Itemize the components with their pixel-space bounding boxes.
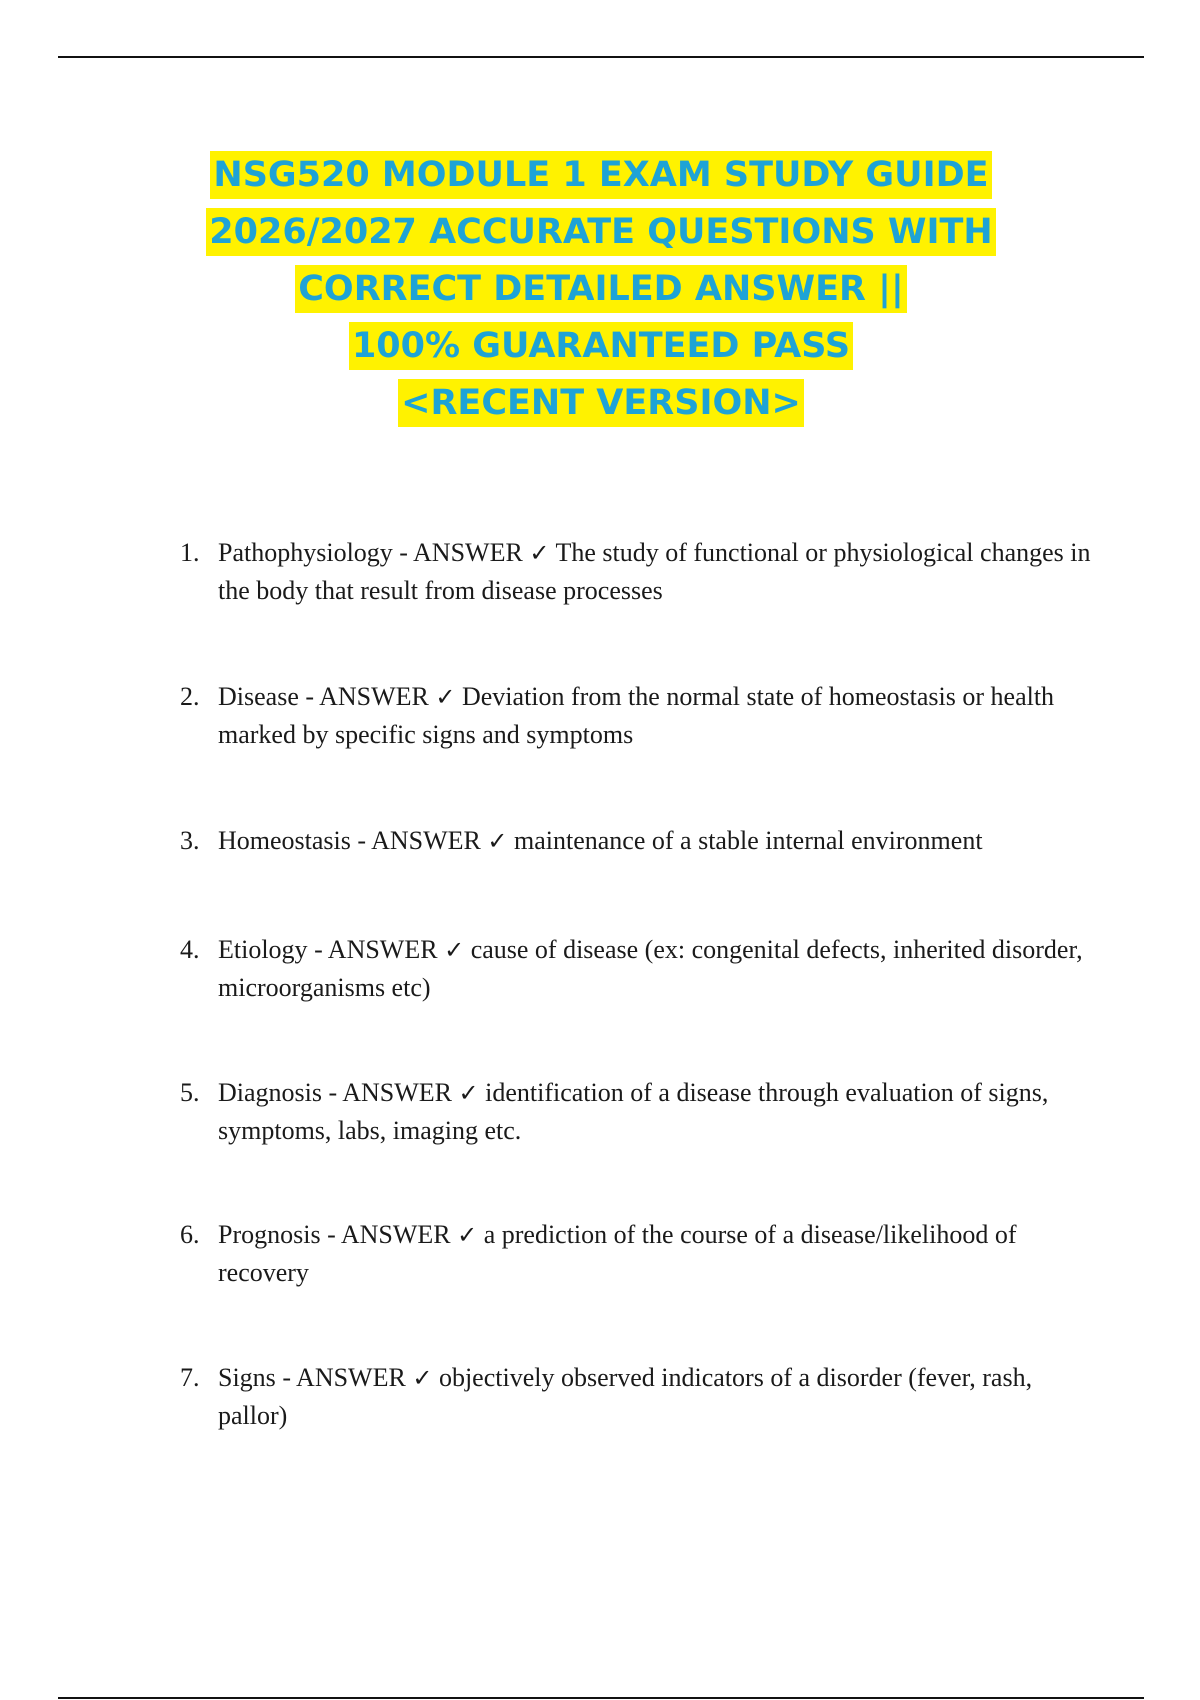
item-text: Prognosis - ANSWER ✓ a prediction of the course of a disease/likelihood of recovery [218, 1220, 1017, 1287]
item-answer: a prediction of the course of a disease/likelihood of recovery [218, 1220, 1017, 1287]
checkmark-icon: ✓ [412, 1364, 433, 1392]
title-line: NSG520 MODULE 1 EXAM STUDY GUIDE [58, 147, 1144, 204]
answer-marker: ANSWER [319, 682, 429, 711]
answer-marker: ANSWER [342, 1078, 453, 1107]
answer-marker: ANSWER [340, 1220, 451, 1249]
item-text: Etiology - ANSWER ✓ cause of disease (ex: congenital defects, inherited disorder, microorganisms etc) [218, 935, 1083, 1002]
answer-marker: ANSWER [296, 1363, 406, 1392]
item-number: 6. [180, 1220, 200, 1249]
item-number: 1. [180, 538, 200, 567]
answer-marker: ANSWER [371, 826, 481, 855]
checkmark-icon: ✓ [529, 539, 550, 567]
item-answer: maintenance of a stable internal environment [514, 826, 983, 855]
document-title [58, 147, 1144, 432]
item-answer: cause of disease (ex: congenital defects, inherited disorder, microorganisms etc) [218, 935, 1083, 1002]
answer-marker: ANSWER [413, 538, 523, 567]
checkmark-icon: ✓ [458, 1079, 479, 1107]
item-text: Disease - ANSWER ✓ Deviation from the normal state of homeostasis or health marked by specific signs and symptoms [218, 682, 1055, 749]
title-line: <RECENT VERSION> [58, 375, 1144, 432]
item-text: Pathophysiology - ANSWER ✓ The study of functional or physiological changes in the body that result from disease processes [218, 538, 1091, 605]
item-number: 5. [180, 1078, 200, 1107]
title-line: 2026/2027 ACCURATE QUESTIONS WITH [58, 204, 1144, 261]
checkmark-icon: ✓ [487, 827, 508, 855]
item-number: 3. [180, 826, 200, 855]
item-text: Homeostasis - ANSWER ✓ maintenance of a stable internal environment [218, 826, 983, 855]
item-answer: identification of a disease through evaluation of signs, symptoms, labs, imaging etc. [218, 1078, 1049, 1145]
item-term: Etiology [218, 935, 308, 964]
item-answer: The study of functional or physiological changes in the body that result from disease processes [218, 538, 1091, 605]
item-term: Prognosis [218, 1220, 321, 1249]
checkmark-icon: ✓ [457, 1221, 478, 1249]
title-line: CORRECT DETAILED ANSWER || [58, 261, 1144, 318]
item-term: Signs [218, 1363, 276, 1392]
answer-marker: ANSWER [327, 935, 438, 964]
item-answer: Deviation from the normal state of homeostasis or health marked by specific signs and symptoms [218, 682, 1055, 749]
item-text: Signs - ANSWER ✓ objectively observed indicators of a disorder (fever, rash, pallor) [218, 1363, 1033, 1430]
item-term: Diagnosis [218, 1078, 322, 1107]
item-term: Homeostasis [218, 826, 351, 855]
item-number: 7. [180, 1363, 200, 1392]
bottom-divider [58, 1697, 1144, 1699]
item-number: 4. [180, 935, 200, 964]
checkmark-icon: ✓ [444, 936, 465, 964]
item-text: Diagnosis - ANSWER ✓ identification of a disease through evaluation of signs, symptoms, labs, imaging etc. [218, 1078, 1049, 1145]
item-term: Pathophysiology [218, 538, 393, 567]
checkmark-icon: ✓ [435, 683, 456, 711]
item-answer: objectively observed indicators of a disorder (fever, rash, pallor) [218, 1363, 1033, 1430]
top-divider [58, 56, 1144, 58]
title-line: 100% GUARANTEED PASS [58, 318, 1144, 375]
item-number: 2. [180, 682, 200, 711]
item-term: Disease [218, 682, 299, 711]
